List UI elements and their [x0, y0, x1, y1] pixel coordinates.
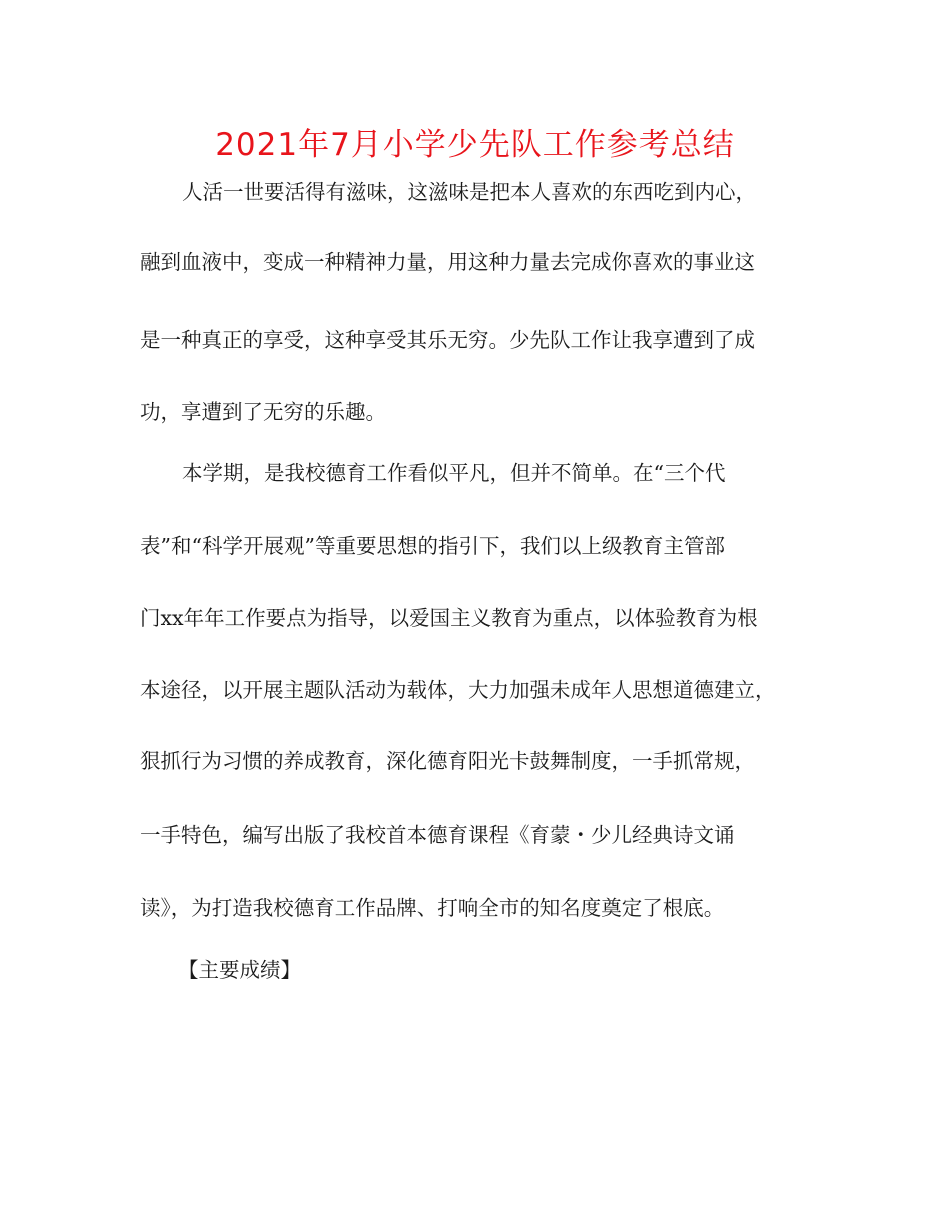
paragraph-2-line-1: 本学期，是我校德育工作看似平凡，但并不简单。在“三个代 — [182, 461, 726, 485]
paragraph-2-line-2: 表”和“科学开展观”等重要思想的指引下，我们以上级教育主管部 — [140, 534, 725, 558]
paragraph-2-line-3: 门xx年年工作要点为指导，以爱国主义教育为重点，以体验教育为根 — [140, 606, 758, 630]
section-heading-main-achievements: 【主要成绩】 — [178, 958, 301, 982]
paragraph-1-line-1: 人活一世要活得有滋味，这滋味是把本人喜欢的东西吃到内心， — [182, 180, 756, 204]
paragraph-1-line-4: 功，享遭到了无穷的乐趣。 — [140, 400, 386, 424]
paragraph-2-line-5: 狠抓行为习惯的养成教育，深化德育阳光卡鼓舞制度，一手抓常规， — [140, 749, 755, 773]
paragraph-1-line-2: 融到血液中，变成一种精神力量，用这种力量去完成你喜欢的事业这 — [140, 250, 755, 274]
document-title: 2021年7月小学少先队工作参考总结 — [215, 127, 735, 163]
paragraph-1-line-3: 是一种真正的享受，这种享受其乐无穷。少先队工作让我享遭到了成 — [140, 328, 755, 352]
paragraph-2-line-6: 一手特色，编写出版了我校首本德育课程《育蒙・少儿经典诗文诵 — [140, 823, 735, 847]
paragraph-2-line-7: 读》，为打造我校德育工作品牌、打响全市的知名度奠定了根底。 — [140, 896, 725, 920]
paragraph-2-line-4: 本途径，以开展主题队活动为载体，大力加强未成年人思想道德建立， — [140, 678, 776, 702]
